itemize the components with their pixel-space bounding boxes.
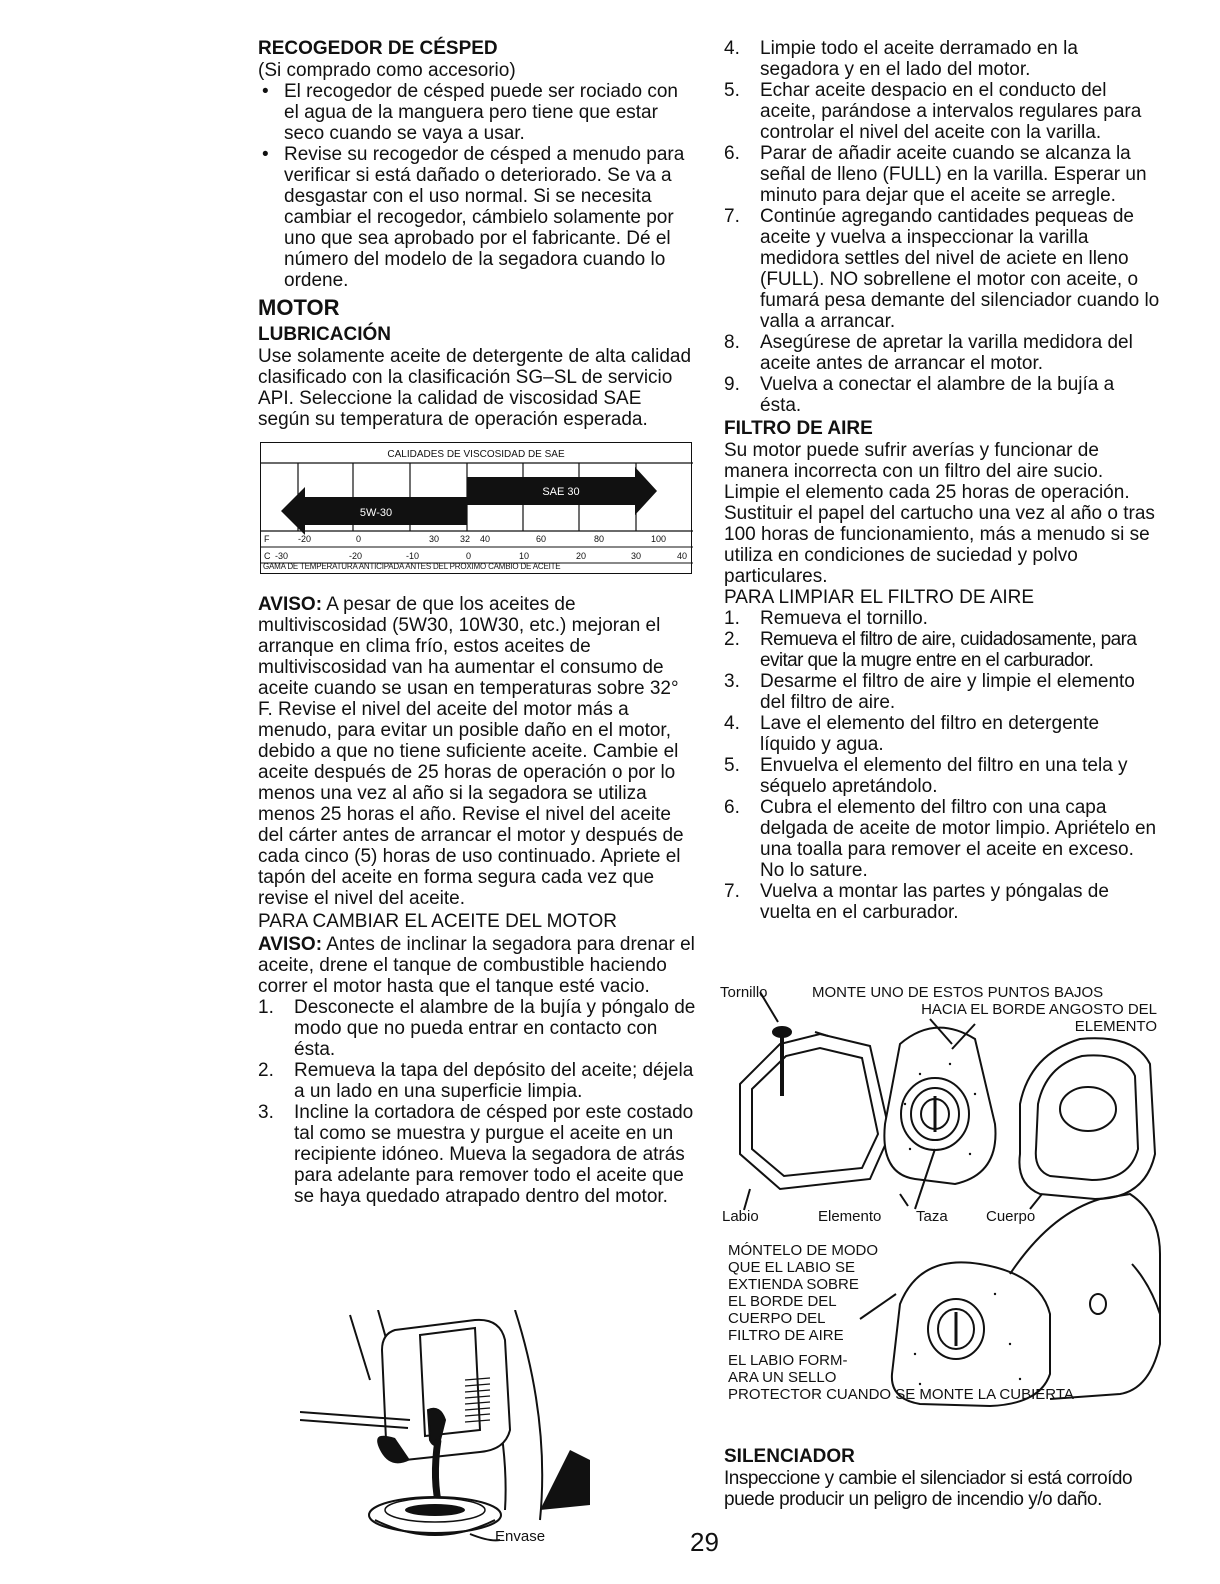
list-item	[258, 1060, 698, 1102]
list-item	[724, 629, 1160, 671]
c-tick: 20	[576, 551, 587, 561]
bullet-item: • El recogedor de césped puede ser rociado con el agua de la manguera pero tiene que estar seco cuando se vaya a usar.	[258, 81, 698, 144]
aviso-drain	[258, 934, 698, 997]
labio-forma-line: ARA UN SELLO	[728, 1369, 837, 1386]
montelo-line: QUE EL LABIO SE	[728, 1259, 855, 1276]
clean-filter-steps	[724, 608, 1160, 923]
list-item	[724, 713, 1160, 755]
step-text: Remueva el filtro de aire, cuidadosamente, para evitar que la mugre entre en el carburador.	[760, 629, 1137, 671]
list-item	[724, 38, 1160, 80]
left-column	[258, 38, 698, 1207]
step-text: Cubra el elemento del filtro con una capa delgada de aceite de motor limpio. Apriételo en una toalla para remover el aceite en exceso. No lo sature.	[760, 797, 1157, 881]
list-item	[724, 671, 1160, 713]
change-oil-heading: PARA CAMBIAR EL ACEITE DEL MOTOR	[258, 911, 617, 932]
c-tick: 0	[466, 551, 472, 561]
aviso-label: AVISO:	[258, 934, 323, 955]
montelo-line: EXTIENDA SOBRE	[728, 1276, 859, 1293]
step-number: 6.	[724, 143, 740, 164]
list-item	[258, 1102, 698, 1207]
c-tick: -30	[275, 551, 289, 561]
c-tick: 40	[677, 551, 688, 561]
step-text: Parar de añadir aceite cuando se alcanza la señal de lleno (FULL) en la varilla. Esperar un minuto para dejar que el aceite se arregle.	[760, 143, 1147, 206]
step-number: 3.	[258, 1102, 274, 1123]
oil-drain-drawing	[300, 1310, 590, 1560]
muffler-text: Inspeccione y cambie el silenciador si está corroído puede producir un peligro de incendio y/o daño.	[724, 1468, 1133, 1510]
clean-filter-heading: PARA LIMPIAR EL FILTRO DE AIRE	[724, 587, 1035, 608]
air-filter-intro: Su motor puede sufrir averías y funcionar de manera incorrecta con un filtro del aire sucio. Limpie el elemento cada 25 horas de operación. Sustituir el papel del cartucho una vez al año o tras 100 horas de funcionamiento, más a menudo si se utiliza en condiciones de suciedad y polvo particulares.	[724, 440, 1155, 587]
f-tick: 100	[651, 534, 667, 544]
step-text: Vuelva a conectar el alambre de la bujía a ésta.	[760, 374, 1115, 416]
step-number: 1.	[724, 608, 740, 629]
c-axis-label: C	[264, 551, 271, 561]
step-text: Limpie todo el aceite derramado en la segadora y en el lado del motor.	[760, 38, 1078, 80]
aviso-label: AVISO:	[258, 594, 323, 615]
list-item	[724, 80, 1160, 143]
f-tick: 40	[480, 534, 491, 544]
bullet-item: • Revise su recogedor de césped a menudo para verificar si está dañado o deteriorado. Se va a desgastar con el uso normal. Si se necesita cambiar el recogedor, cámbielo solamente por uno que sea aprobado por el fabricante. Dé el número del modelo de la segadora cuando lo ordene.	[258, 144, 698, 291]
step-text: Desconecte el alambre de la bujía y póngalo de modo que no pueda entrar en contacto con ésta.	[294, 997, 696, 1060]
grass-catcher-note: (Si comprado como accesorio)	[258, 60, 516, 81]
muffler-section	[724, 1446, 1160, 1510]
c-tick: 10	[519, 551, 530, 561]
step-text: Lave el elemento del filtro en detergente líquido y agua.	[760, 713, 1100, 755]
c-tick: 30	[631, 551, 642, 561]
chart-footer: GAMA DE TEMPERATURA ANTICIPADA ANTES DEL PROXIMO CAMBIO DE ACEITE	[263, 562, 561, 571]
aviso-text: Antes de inclinar la segadora para drenar el aceite, drene el tanque de combustible haciendo correr el motor hasta que el tanque esté vacio.	[258, 934, 695, 997]
aviso-text: A pesar de que los aceites de multiviscosidad (5W30, 10W30, etc.) mejoran el arranque en clima frío, estos aceites de multiviscosidad van ha aumentar el consumo de aceite cuando se usan en temperaturas sobre 32° F. Revise el nivel del aceite del motor más a menudo, para evitar un posible daño en el motor, debido a que no tiene suficiente aceite. Cambie el aceite después de 25 horas de operación o por lo menos una vez al año si la segadora se utiliza menos 25 horas el año. Revise el nivel del aceite del cárter antes de arrancar el motor y después de cada cinco (5) horas de uso continuado. Apriete el tapón del aceite en forma segura cada vez que revise el nivel del aceite.	[258, 594, 684, 909]
grass-catcher-bullets	[258, 81, 698, 291]
montelo-line: EL BORDE DEL	[728, 1293, 837, 1310]
air-filter-heading: FILTRO DE AIRE	[724, 418, 873, 439]
monte-label-line3: ELEMENTO	[1074, 1018, 1157, 1035]
montelo-line: MÓNTELO DE MODO	[728, 1242, 879, 1259]
step-number: 7.	[724, 881, 740, 902]
step-number: 2.	[258, 1060, 274, 1081]
viscosity-chart	[260, 442, 692, 574]
sae30-label: SAE 30	[542, 486, 580, 498]
step-number: 9.	[724, 374, 740, 395]
list-item	[724, 797, 1160, 881]
list-item	[724, 608, 1160, 629]
tornillo-label: Tornillo	[720, 984, 768, 1001]
c-tick: -10	[406, 551, 420, 561]
step-number: 2.	[724, 629, 740, 650]
list-item	[258, 997, 698, 1060]
step-text: Vuelva a montar las partes y póngalas de vuelta en el carburador.	[760, 881, 1109, 923]
lubrication-intro: Use solamente aceite de detergente de alta calidad clasificado con la clasificación SG–SL de servicio API. Seleccione la calidad de viscosidad SAE según su temperatura de operación esperada.	[258, 346, 692, 430]
step-number: 7.	[724, 206, 740, 227]
f-tick: -20	[298, 534, 312, 544]
step-text: Asegúrese de apretar la varilla medidora del aceite antes de arrancar el motor.	[760, 332, 1133, 374]
right-column	[724, 38, 1160, 923]
oil-drain-illustration	[300, 1310, 590, 1560]
step-number: 3.	[724, 671, 740, 692]
labio-label: Labio	[722, 1208, 759, 1225]
page-number: 29	[690, 1527, 719, 1557]
envase-label: Envase	[495, 1528, 546, 1545]
list-item	[724, 881, 1160, 923]
step-text: Continúe agregando cantidades pequeas de aceite y vuelva a inspeccionar la varilla medidora settles del nivel de aciete en lleno (FULL). NO sobrellene el motor con aceite, o fumará pesa demante del silenciador cuando lo valla a arrancar.	[760, 206, 1160, 332]
motor-heading: MOTOR	[258, 295, 340, 320]
step-text: Echar aceite despacio en el conducto del aceite, parándose a intervalos regulares para controlar el nivel del aceite con la varilla.	[760, 80, 1142, 143]
list-item	[724, 374, 1160, 416]
step-number: 5.	[724, 80, 740, 101]
c-tick: -20	[349, 551, 363, 561]
step-text: Envuelva el elemento del filtro en una tela y séquelo apretándolo.	[760, 755, 1128, 797]
chart-title: CALIDADES DE VISCOSIDAD DE SAE	[387, 449, 565, 460]
montelo-line: FILTRO DE AIRE	[728, 1327, 844, 1344]
step-text: Incline la cortadora de césped por este costado tal como se muestra y purgue el aceite en un recipiente idóneo. Mueva la segadora de atrás para adelante para remover todo el aceite que se haya quedado atrapado dentro del motor.	[294, 1102, 694, 1207]
f-tick: 60	[536, 534, 547, 544]
monte-label-line1: MONTE UNO DE ESTOS PUNTOS BAJOS	[812, 984, 1104, 1001]
list-item	[724, 755, 1160, 797]
protector-label: PROTECTOR CUANDO SE MONTE LA CUBIERTA	[728, 1386, 1074, 1403]
montelo-line: CUERPO DEL	[728, 1310, 826, 1327]
elemento-label: Elemento	[818, 1208, 882, 1225]
f-tick: 0	[356, 534, 362, 544]
viscosity-chart-graphic	[261, 443, 693, 575]
change-oil-steps-continued	[724, 38, 1160, 416]
step-number: 6.	[724, 797, 740, 818]
air-filter-illustration	[720, 984, 1165, 1429]
labio-forma-line: EL LABIO FORM-	[728, 1352, 848, 1369]
lubrication-heading: LUBRICACIÓN	[258, 324, 391, 345]
monte-label-line2: HACIA EL BORDE ANGOSTO DEL	[921, 1001, 1157, 1018]
change-oil-steps	[258, 997, 698, 1207]
step-text: Remueva el tornillo.	[760, 608, 928, 629]
f-axis-label: F	[264, 534, 270, 544]
step-text: Desarme el filtro de aire y limpie el elemento del filtro de aire.	[760, 671, 1135, 713]
f-tick: 32	[460, 534, 471, 544]
taza-label: Taza	[916, 1208, 948, 1225]
step-number: 5.	[724, 755, 740, 776]
f-tick: 30	[429, 534, 440, 544]
step-number: 4.	[724, 38, 740, 59]
grass-catcher-heading: RECOGEDOR DE CÉSPED	[258, 38, 498, 59]
f-tick: 80	[594, 534, 605, 544]
muffler-heading: SILENCIADOR	[724, 1446, 855, 1467]
list-item	[724, 143, 1160, 206]
list-item	[724, 332, 1160, 374]
list-item	[724, 206, 1160, 332]
step-number: 8.	[724, 332, 740, 353]
5w30-label: 5W-30	[359, 507, 393, 519]
step-text: Remueva la tapa del depósito del aceite; déjela a un lado en una superficie limpia.	[294, 1060, 694, 1102]
cuerpo-label: Cuerpo	[986, 1208, 1036, 1225]
step-number: 1.	[258, 997, 274, 1018]
step-number: 4.	[724, 713, 740, 734]
aviso-multiviscosity	[258, 594, 698, 909]
